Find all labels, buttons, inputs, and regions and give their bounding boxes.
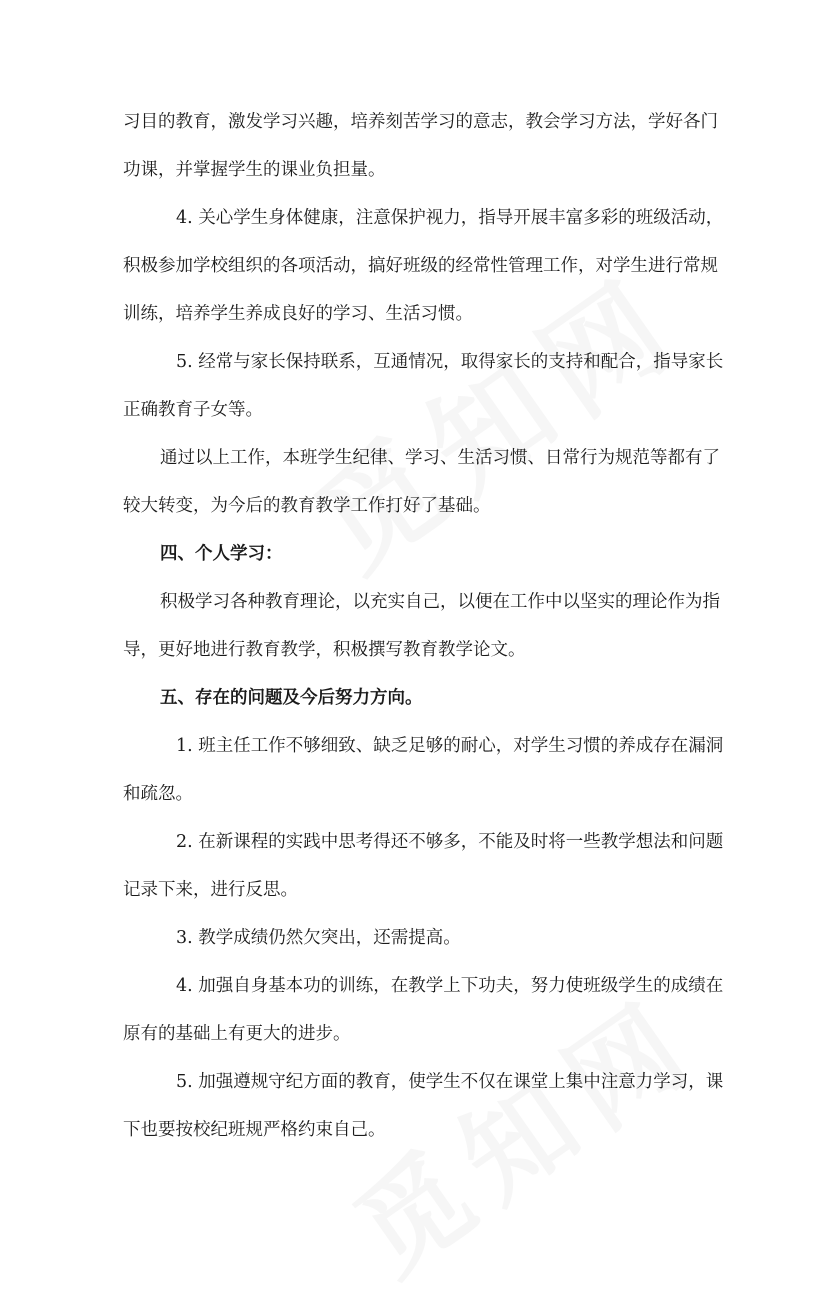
section-heading: 五、存在的问题及今后努力方向。 [160, 688, 423, 708]
paragraph-line: 5. 加强遵规守纪方面的教育，使学生不仅在课堂上集中注意力学习，课 [176, 1072, 724, 1092]
paragraph-line: 功课，并掌握学生的课业负担量。 [123, 160, 386, 180]
paragraph-line: 4. 加强自身基本功的训练，在教学上下功夫，努力使班级学生的成绩在 [176, 976, 724, 996]
paragraph-line: 原有的基础上有更大的进步。 [123, 1024, 351, 1044]
watermark [278, 228, 710, 601]
paragraph-line: 积极学习各种教育理论，以充实自己，以便在工作中以坚实的理论作为指 [160, 592, 720, 612]
paragraph-line: 2. 在新课程的实践中思考得还不够多，不能及时将一些教学想法和问题 [176, 832, 724, 852]
paragraph-line: 3. 教学成绩仍然欠突出，还需提高。 [176, 928, 461, 948]
paragraph-line: 正确教育子女等。 [123, 400, 263, 420]
paragraph-line: 训练，培养学生养成良好的学习、生活习惯。 [123, 304, 473, 324]
paragraph-line: 4. 关心学生身体健康，注意保护视力，指导开展丰富多彩的班级活动， [176, 208, 724, 228]
paragraph-line: 下也要按校纪班规严格约束自己。 [123, 1120, 386, 1140]
paragraph-line: 较大转变，为今后的教育教学工作打好了基础。 [123, 496, 491, 516]
paragraph-line: 导，更好地进行教育教学，积极撰写教育教学论文。 [123, 640, 526, 660]
paragraph-line: 和疏忽。 [123, 784, 193, 804]
paragraph-line: 记录下来，进行反思。 [123, 880, 298, 900]
section-heading: 四、个人学习： [160, 544, 283, 564]
paragraph-line: 1. 班主任工作不够细致、缺乏足够的耐心，对学生习惯的养成存在漏洞 [176, 736, 724, 756]
paragraph-line: 通过以上工作，本班学生纪律、学习、生活习惯、日常行为规范等都有了 [160, 448, 720, 468]
paragraph-line: 5. 经常与家长保持联系，互通情况，取得家长的支持和配合，指导家长 [176, 352, 724, 372]
paragraph-line: 积极参加学校组织的各项活动，搞好班级的经常性管理工作，对学生进行常规 [123, 256, 718, 276]
paragraph-line: 习目的教育，激发学习兴趣，培养刻苦学习的意志，教会学习方法，学好各门 [123, 112, 718, 132]
